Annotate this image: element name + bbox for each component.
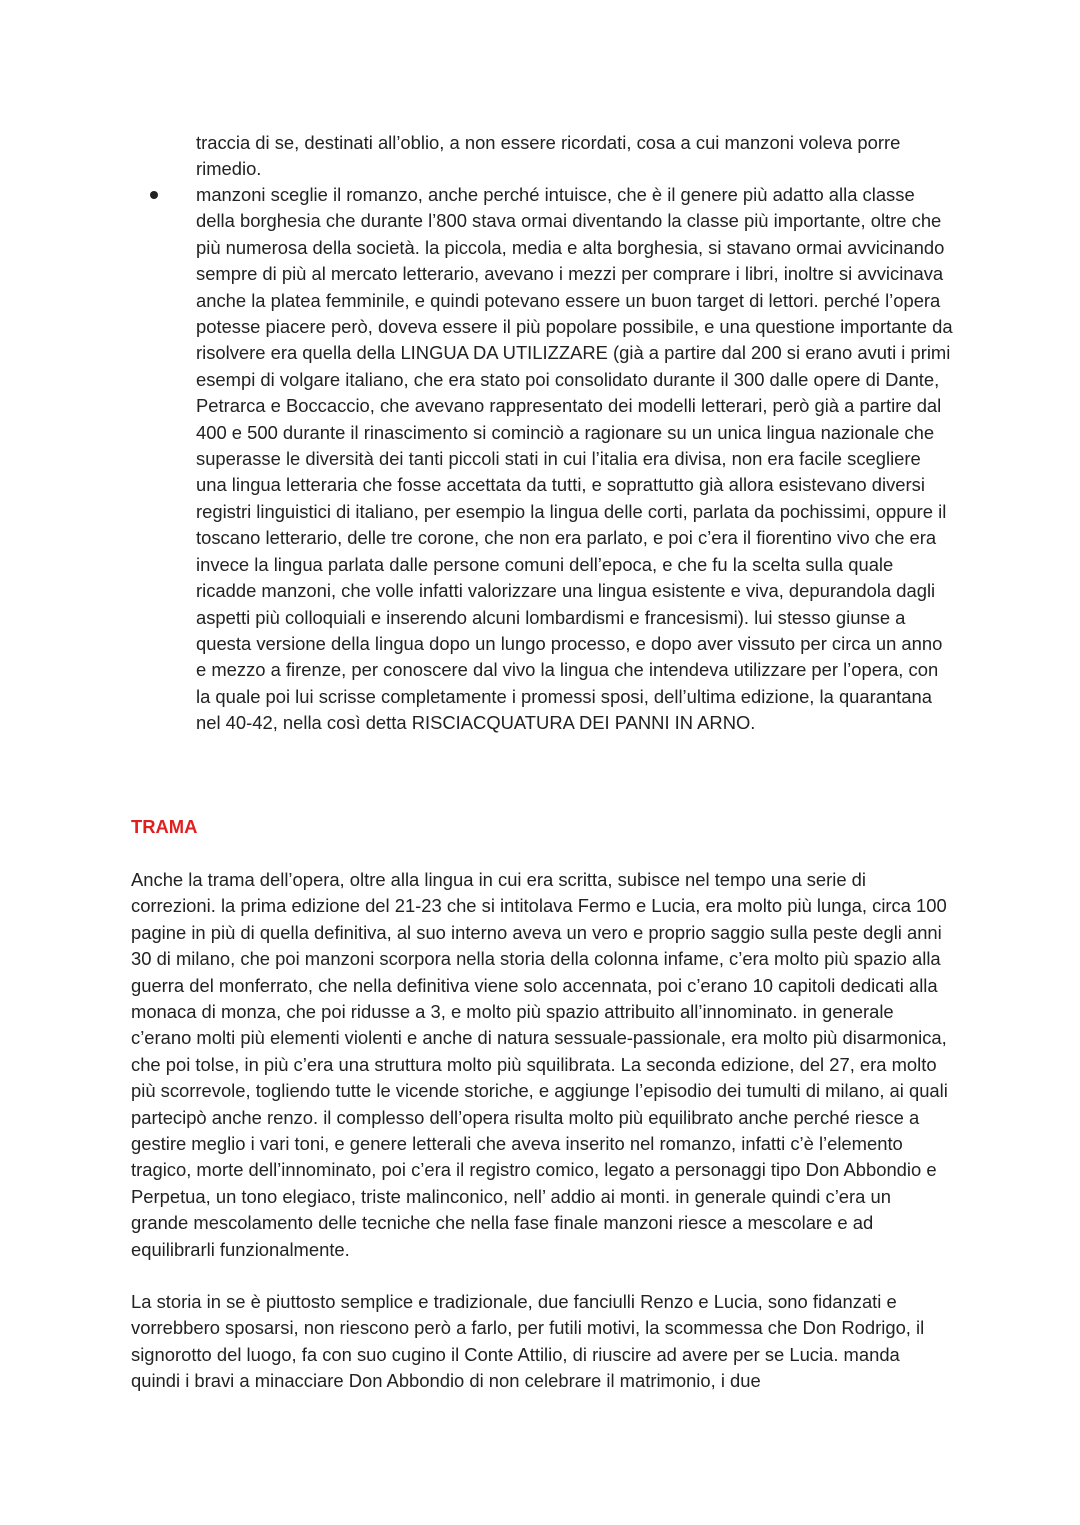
continuation-paragraph: traccia di se, destinati all’oblio, a non essere ricordati, cosa a cui manzoni voleva porre rimedio.: [196, 132, 901, 180]
body-paragraph-1: Anche la trama dell’opera, oltre alla lingua in cui era scritta, subisce nel tempo una serie di correzioni. la prima edizione del 21-23 che si intitolava Fermo e Lucia, era molto più lunga, circa 100 pagine in più di quella definitiva, al suo interno aveva un vero e proprio saggio sulla peste degli anni 30 di milano, che poi manzoni scorpora nella storia della colonna infame, c’era molto più spazio alla guerra del monferrato, che nella definitiva viene solo accennata, poi c’erano 10 capitoli dedicati alla monaca di monza, che poi ridusse a 3, e molto più spazio attribuito all’innominato. in generale c’erano molti più elementi violenti e anche di natura sessuale-passionale, era molto più disarmonica, che poi tolse, in più c’era una struttura molto più squilibrata. La seconda edizione, del 27, era molto più scorrevole, togliendo tutte le vicende storiche, e aggiunge l’episodio dei tumulti di milano, ai quali partecipò anche renzo. il complesso dell’opera risulta molto più equilibrato anche perché riesce a gestire meglio i vari toni, e genere letterali che aveva inserito nel romanzo, infatti c’è l’elemento tragico, morte dell’innominato, poi c’era il registro comico, legato a personaggi tipo Don Abbondio e Perpetua, un tono elegiaco, triste malinconico, nell’ addio ai monti. in generale quindi c’era un grande mescolamento delle tecniche che nella fase finale manzoni riesce a mescolare e ad equilibrarli funzionalmente.: [131, 869, 948, 1260]
bullet-dot-icon: [150, 191, 158, 199]
bullet-item-text: manzoni sceglie il romanzo, anche perché intuisce, che è il genere più adatto alla classe della borghesia che durante l’800 stava ormai diventando la classe più importante, oltre che più numerosa della società. la piccola, media e alta borghesia, si stavano ormai avvicinando sempre di più al mercato letterario, avevano i mezzi per comprare i libri, inoltre si avvicinava anche la platea femminile, e quindi potevano essere un buon target di lettori. perché l’opera potesse piacere però, doveva essere il più popolare possibile, e una questione importante da risolvere era quella della LINGUA DA UTILIZZARE (già a partire dal 200 si erano avuti i primi esempi di volgare italiano, che era stato poi consolidato durante il 300 dalle opere di Dante, Petrarca e Boccaccio, che avevano rappresentato dei modelli letterari, però già a partire dal 400 e 500 durante il rinascimento si cominciò a ragionare su un unica lingua nazionale che superasse le diversità dei tanti piccoli stati in cui l’italia era divisa, non era facile scegliere una lingua letteraria che fosse accettata da tutti, e soprattutto già allora esistevano diversi registri linguistici di italiano, per esempio la lingua delle corti, parlata da pochissimi, oppure il toscano letterario, delle tre corone, che non era parlato, e poi c’era il fiorentino vivo che era invece la lingua parlata dalle persone comuni dell’epoca, e che fu la scelta sulla quale ricadde manzoni, che volle infatti valorizzare una lingua esistente e viva, depurandola dagli aspetti più colloquiali e inserendo alcuni lombardismi e francesismi). lui stesso giunse a questa versione della lingua dopo un lungo processo, e dopo aver vissuto per circa un anno e mezzo a firenze, per conoscere dal vivo la lingua che intendeva utilizzare per l’opera, con la quale poi lui scrisse completamente i promessi sposi, dell’ultima edizione, la quarantana nel 40-42, nella così detta RISCIACQUATURA DEI PANNI IN ARNO.: [196, 184, 953, 734]
body-paragraph-2: La storia in se è piuttosto semplice e tradizionale, due fanciulli Renzo e Lucia, sono fidanzati e vorrebbero sposarsi, non riescono però a farlo, per futili motivi, la scommessa che Don Rodrigo, il signorotto del luogo, fa con suo cugino il Conte Attilio, di riuscire ad avere per se Lucia. manda quindi i bravi a minacciare Don Abbondio di non celebrare il matrimonio, i due: [131, 1291, 925, 1392]
section-heading-trama: TRAMA: [131, 816, 198, 837]
